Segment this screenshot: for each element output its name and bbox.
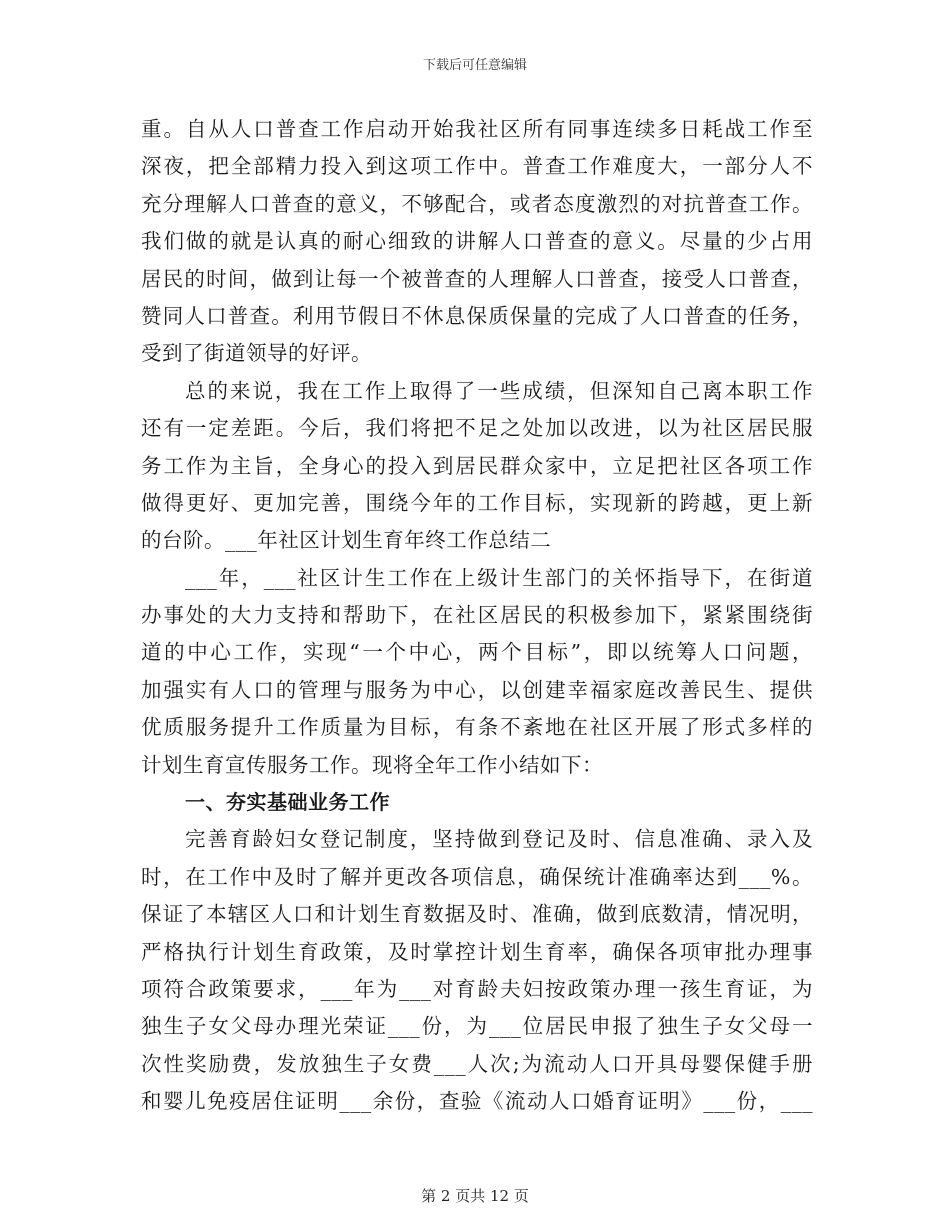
paragraph-line: 的台阶。___年社区计划生育年终工作总结二	[141, 528, 552, 553]
section-heading: 一、夯实基础业务工作	[185, 790, 390, 815]
paragraph-line: 赞同人口普查。利用节假日不休息保质保量的完成了人口普查的任务，	[141, 303, 813, 328]
paragraph-line: 受到了街道领导的好评。	[141, 341, 372, 366]
paragraph-line: 保证了本辖区人口和计划生育数据及时、准确，做到底数清，情况明，	[141, 902, 813, 927]
paragraph-line: 还有一定差距。今后，我们将把不足之处加以改进，以为社区居民服	[141, 416, 813, 441]
paragraph-line: 独生子女父母办理光荣证___份，为___位居民申报了独生子女父母一	[141, 1014, 813, 1039]
paragraph-line: 重。自从人口普查工作启动开始我社区所有同事连续多日耗战工作至	[141, 117, 813, 141]
paragraph-line: 和婴儿免疫居住证明___余份，查验《流动人口婚育证明》___份，___	[141, 1089, 813, 1114]
paragraph-line: 务工作为主旨，全身心的投入到居民群众家中，立足把社区各项工作	[141, 453, 813, 478]
paragraph-line: 时，在工作中及时了解并更改各项信息，确保统计准确率达到___%。	[141, 864, 813, 889]
paragraph-line: 计划生育宣传服务工作。现将全年工作小结如下：	[141, 752, 603, 777]
paragraph-line: 充分理解人口普查的意义，不够配合，或者态度激烈的对抗普查工作。	[141, 191, 813, 216]
page-header: 下载后可任意编辑	[422, 58, 527, 73]
paragraph-line: 道的中心工作，实现“一个中心，两个目标”，即以统筹人口问题，	[141, 640, 813, 665]
paragraph-line: 我们做的就是认真的耐心细致的讲解人口普查的意义。尽量的少占用	[141, 229, 813, 254]
paragraph-line: 深夜，把全部精力投入到这项工作中。普查工作难度大，一部分人不	[141, 154, 813, 179]
paragraph-line: 总的来说，我在工作上取得了一些成绩，但深知自己离本职工作	[185, 378, 813, 403]
paragraph-line: 完善育龄妇女登记制度，坚持做到登记及时、信息准确、录入及	[185, 827, 813, 852]
paragraph-line: 做得更好、更加完善，围绕今年的工作目标，实现新的跨越，更上新	[141, 490, 813, 515]
paragraph-line: 严格执行计划生育政策，及时掌控计划生育率，确保各项审批办理事	[141, 939, 813, 964]
page-footer: 第 2 页共 12 页	[421, 1187, 529, 1205]
paragraph-line: 优质服务提升工作质量为目标，有条不紊地在社区开展了形式多样的	[141, 715, 813, 740]
paragraph-line: 加强实有人口的管理与服务为中心，以创建幸福家庭改善民生、提供	[141, 677, 813, 702]
document-body	[141, 111, 813, 1121]
paragraph-line: ___年，___社区计生工作在上级计生部门的关怀指导下，在街道	[185, 565, 813, 590]
paragraph-line: 居民的时间，做到让每一个被普查的人理解人口普查，接受人口普查，	[141, 266, 813, 291]
paragraph-line: 办事处的大力支持和帮助下，在社区居民的积极参加下，紧紧围绕街	[141, 603, 813, 628]
paragraph-line: 次性奖励费，发放独生子女费___人次;为流动人口开具母婴保健手册	[141, 1051, 813, 1076]
paragraph-line: 项符合政策要求，___年为___对育龄夫妇按政策办理一孩生育证，为	[141, 976, 813, 1001]
